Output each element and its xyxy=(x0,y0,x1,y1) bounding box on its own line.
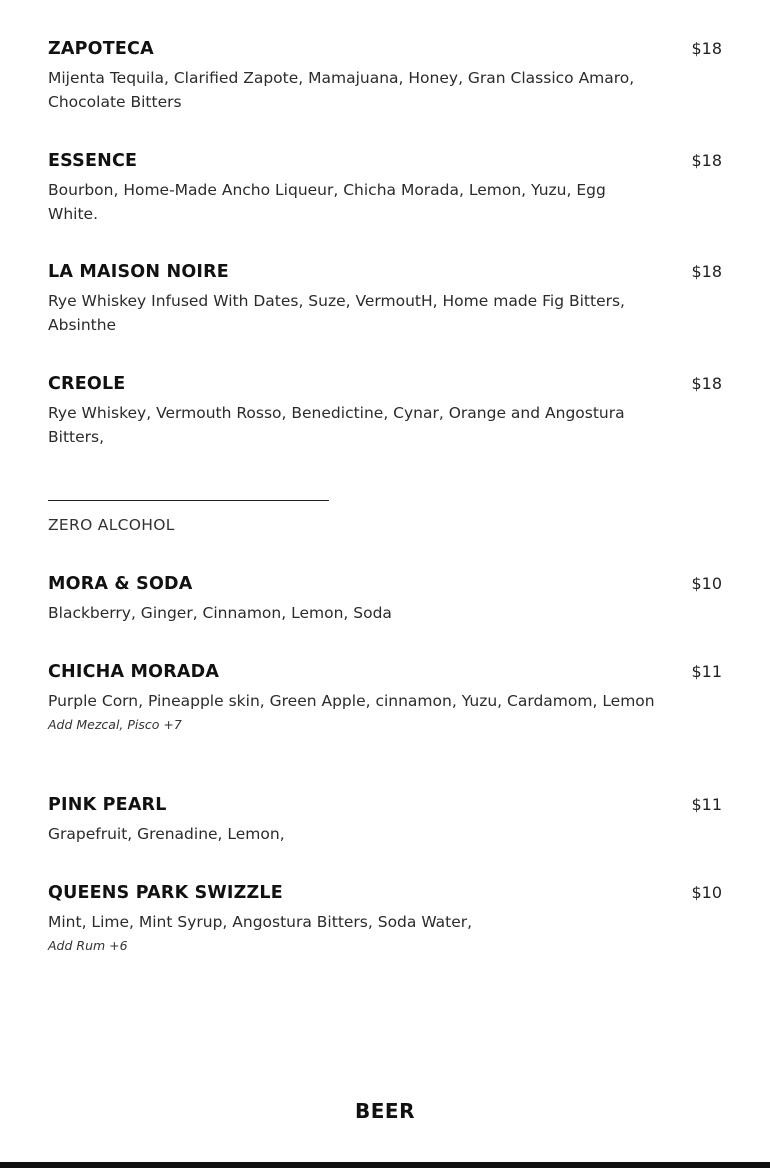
item-addon: Add Rum +6 xyxy=(48,937,128,953)
item-description: Grapefruit, Grenadine, Lemon, xyxy=(48,825,285,843)
menu-item-creole xyxy=(48,373,722,449)
item-price: $11 xyxy=(691,795,722,814)
menu-item-queens-park-swizzle xyxy=(48,882,722,955)
zero-alcohol-heading: ZERO ALCOHOL xyxy=(48,516,175,534)
item-description: Bourbon, Home-Made Ancho Liqueur, Chicha Morada, Lemon, Yuzu, Egg White. xyxy=(48,181,606,223)
item-price: $10 xyxy=(691,883,722,902)
item-description: Blackberry, Ginger, Cinnamon, Lemon, Soda xyxy=(48,604,392,622)
item-name: PINK PEARL xyxy=(48,795,167,815)
item-description: Mint, Lime, Mint Syrup, Angostura Bitters, Soda Water, xyxy=(48,913,473,931)
beer-section-title: BEER xyxy=(355,1099,415,1123)
menu-item-essence xyxy=(48,150,722,226)
menu-item-chicha-morada xyxy=(48,661,722,734)
item-name: CREOLE xyxy=(48,374,126,394)
menu-item-mora-soda xyxy=(48,573,722,626)
menu-item-la-maison-noire xyxy=(48,261,722,337)
bottom-border xyxy=(0,1162,770,1168)
menu-item-pink-pearl xyxy=(48,794,722,847)
item-price: $11 xyxy=(691,662,722,681)
item-price: $18 xyxy=(691,39,722,58)
menu-item-zapoteca xyxy=(48,38,722,114)
item-price: $18 xyxy=(691,374,722,393)
item-name: QUEENS PARK SWIZZLE xyxy=(48,883,283,903)
item-description: Rye Whiskey, Vermouth Rosso, Benedictine, Cynar, Orange and Angostura Bitters, xyxy=(48,404,625,446)
item-description: Rye Whiskey Infused With Dates, Suze, VermoutH, Home made Fig Bitters, Absinthe xyxy=(48,292,625,334)
item-price: $10 xyxy=(691,574,722,593)
item-addon: Add Mezcal, Pisco +7 xyxy=(48,716,182,732)
item-name: ZAPOTECA xyxy=(48,39,154,59)
item-name: MORA & SODA xyxy=(48,574,193,594)
item-price: $18 xyxy=(691,262,722,281)
item-name: CHICHA MORADA xyxy=(48,662,220,682)
item-description: Purple Corn, Pineapple skin, Green Apple, cinnamon, Yuzu, Cardamom, Lemon xyxy=(48,692,655,710)
item-name: LA MAISON NOIRE xyxy=(48,262,229,282)
section-divider xyxy=(48,500,329,501)
item-name: ESSENCE xyxy=(48,151,138,171)
item-price: $18 xyxy=(691,151,722,170)
item-description: Mijenta Tequila, Clarified Zapote, Mamajuana, Honey, Gran Classico Amaro, Chocolate Bitters xyxy=(48,69,635,111)
